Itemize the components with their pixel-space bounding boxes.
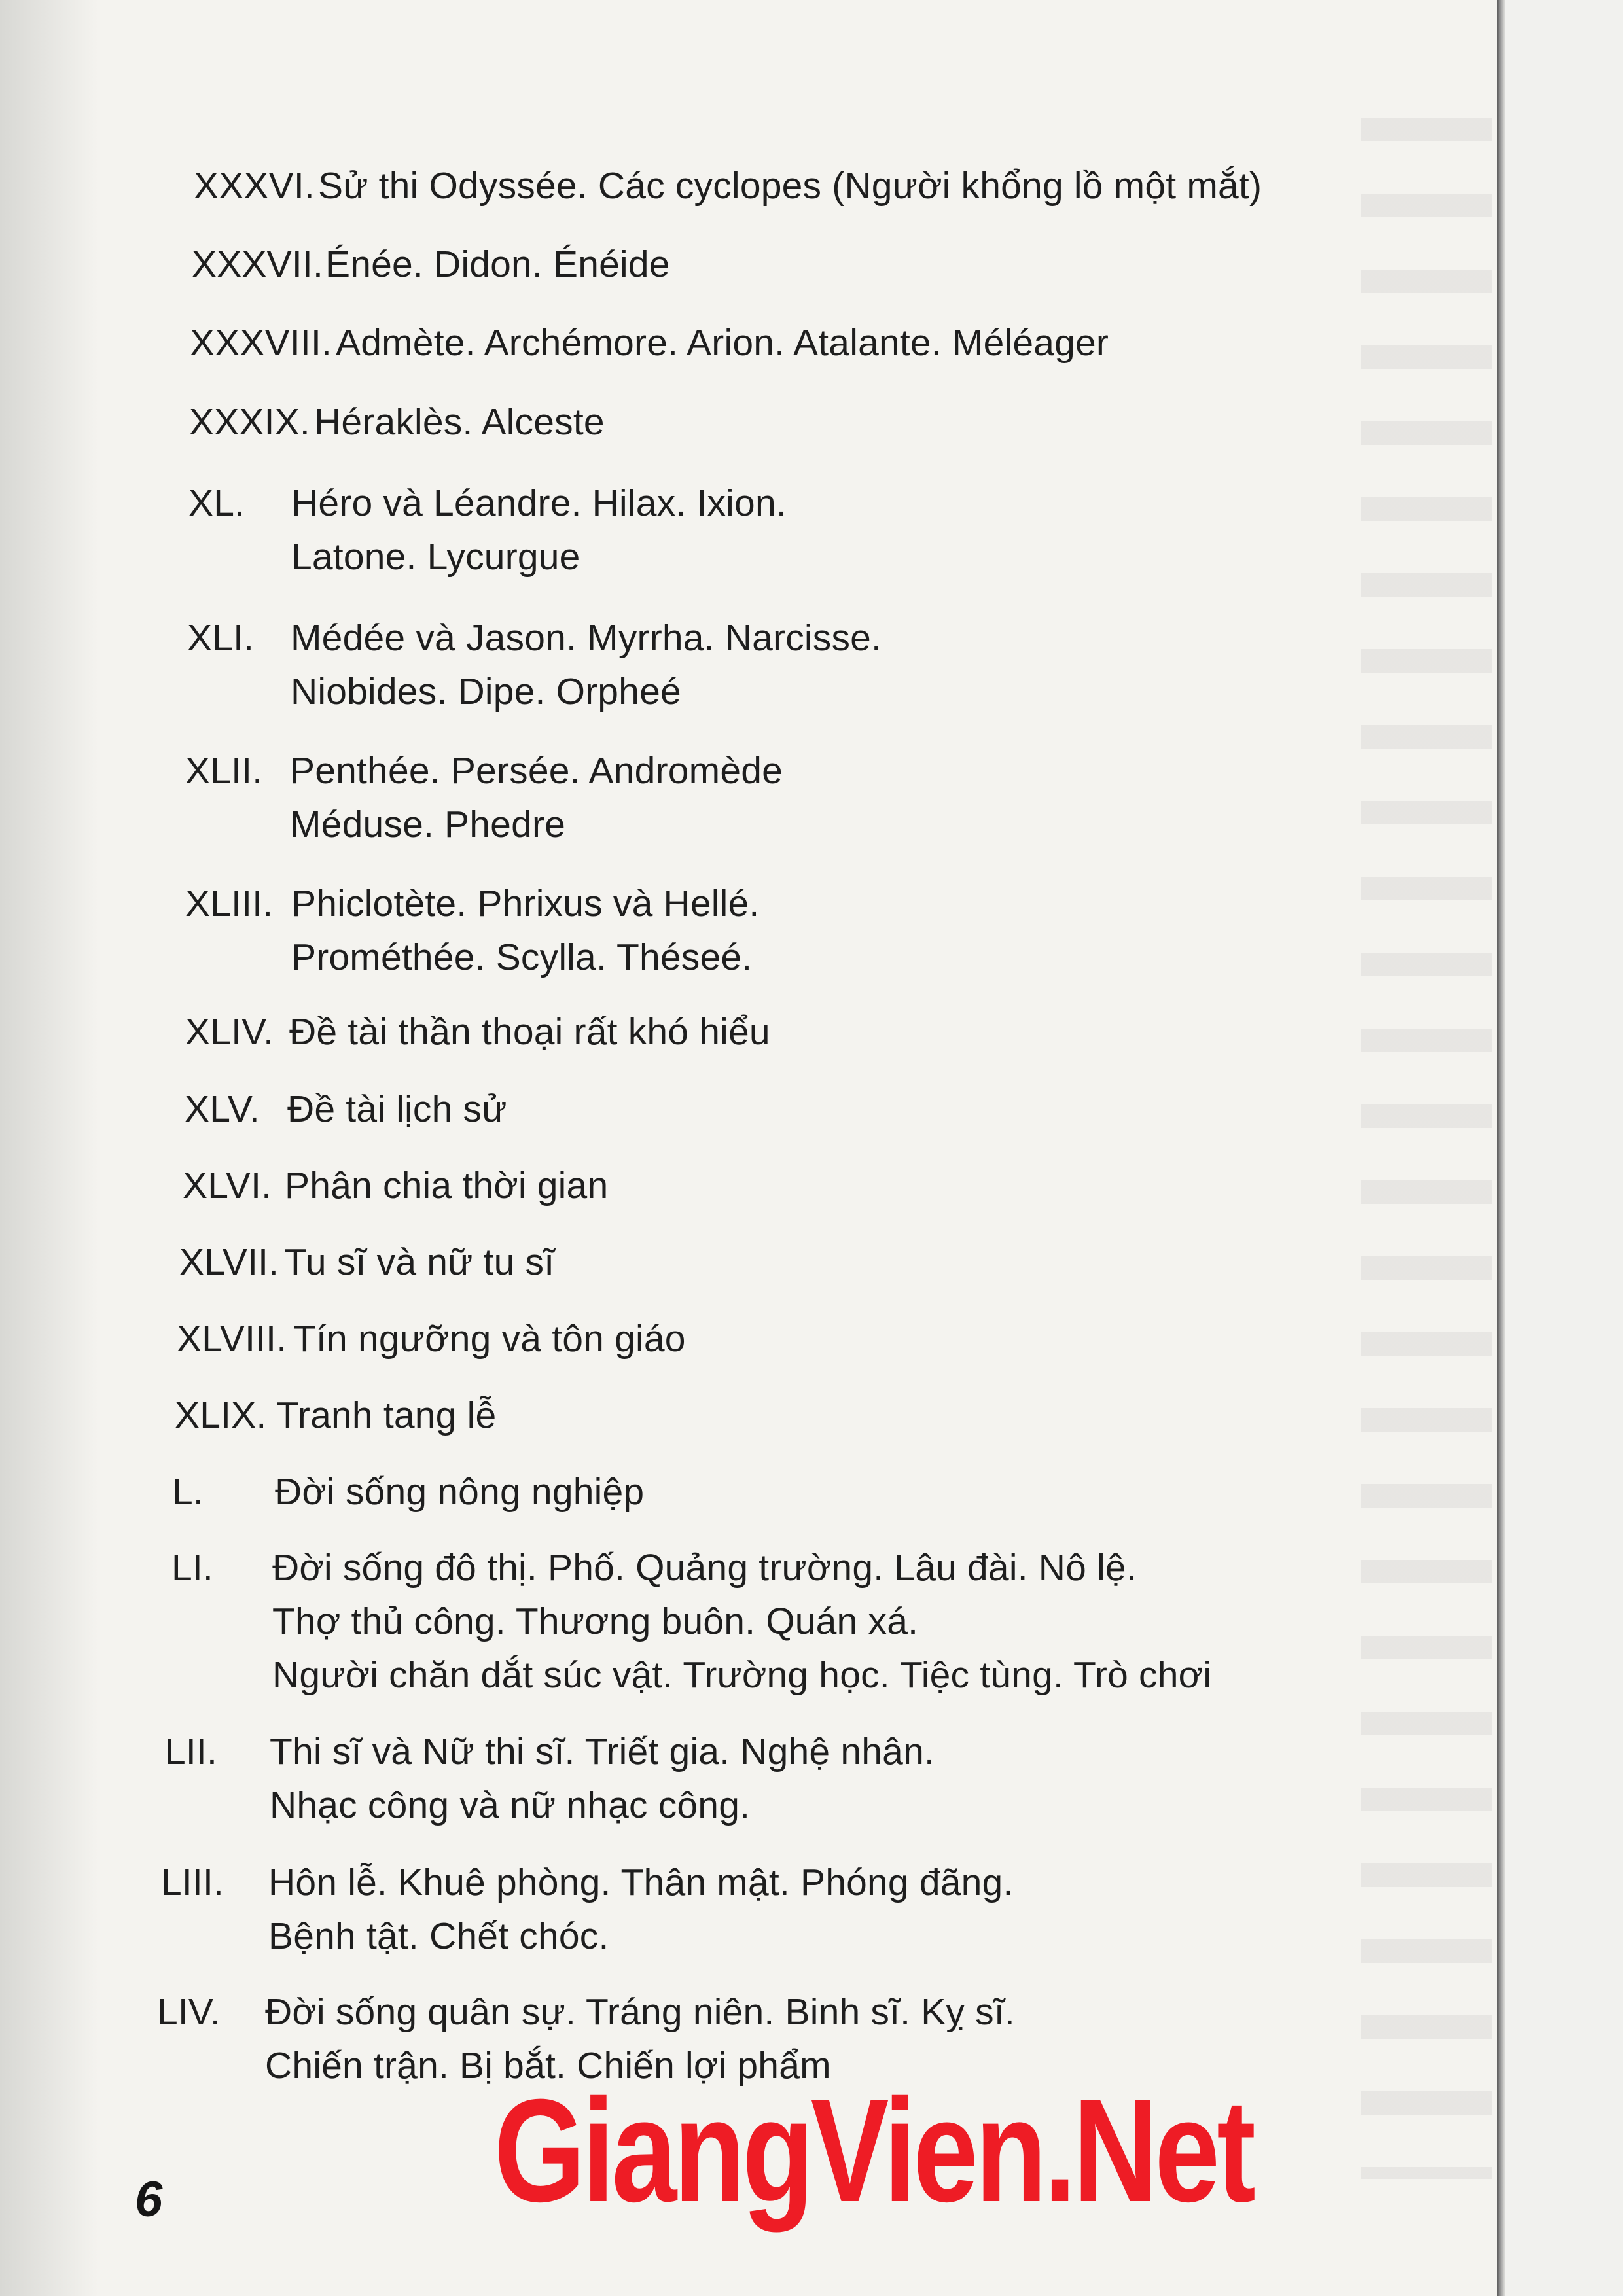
toc-text [291,476,787,584]
toc-text [325,238,670,291]
toc-line: Méduse. Phedre [290,804,566,845]
toc-text [318,159,1262,213]
toc-line: Đời sống đô thị. Phố. Quảng trường. Lâu đài. Nô lệ. [272,1547,1137,1589]
toc-text [270,1725,935,1832]
toc-numeral: XLV. [185,1088,260,1130]
toc-numeral: XLII. [185,750,263,792]
toc-numeral: LII. [165,1731,218,1773]
toc-line: Chiến trận. Bị bắt. Chiến lợi phẩm [265,2045,831,2087]
toc-numeral: XLIX. [175,1394,267,1436]
toc-numeral: XL. [188,482,245,524]
toc-text [268,1856,1014,1963]
toc-line: Héraklès. Alceste [314,401,605,443]
watermark: GiangVien.Net [494,2069,1253,2233]
toc-text [314,395,605,449]
toc-line: Admète. Archémore. Arion. Atalante. Méléager [336,322,1109,364]
toc-numeral: XLI. [187,617,255,659]
toc-line: Tín ngưỡng và tôn giáo [293,1318,686,1360]
toc-numeral: XXXIX. [189,401,310,443]
toc-line: Hôn lễ. Khuê phòng. Thân mật. Phóng đãng. [268,1862,1014,1903]
toc-numeral: XLIII. [185,883,274,925]
toc-line: Latone. Lycurgue [291,536,580,578]
toc-numeral: XLVIII. [177,1318,287,1360]
toc-line: Phiclotète. Phrixus và Hellé. [291,883,760,925]
toc-line: Thợ thủ công. Thương buôn. Quán xá. [272,1600,919,1642]
toc-numeral: XXXVII. [192,243,323,285]
toc-text [284,1235,554,1289]
toc-line: Prométhée. Scylla. Théseé. [291,936,753,978]
toc-line: Đời sống nông nghiệp [275,1471,645,1513]
toc-text [291,877,759,984]
toc-text [276,1388,496,1442]
toc-numeral: XXXVI. [194,165,315,207]
toc-text [285,1159,608,1212]
page-edge [1497,0,1505,2296]
toc-text [289,1005,770,1059]
toc-text [290,744,783,851]
toc-text [293,1312,686,1366]
toc-text [275,1465,644,1519]
toc-numeral: XXXVIII. [190,322,332,364]
toc-numeral: LI. [171,1547,213,1589]
toc-line: Đề tài lịch sử [287,1088,507,1130]
toc-line: Đời sống quân sự. Tráng niên. Binh sĩ. Kỵ sĩ. [265,1991,1015,2033]
toc-line: Nhạc công và nữ nhạc công. [270,1784,751,1826]
toc-numeral: LIV. [157,1991,221,2033]
toc-line: Sử thi Odyssée. Các cyclopes (Người khổng lồ một mắt) [318,165,1262,207]
toc-line: Tranh tang lễ [276,1394,497,1436]
toc-text [272,1541,1211,1702]
toc-numeral: LIII. [161,1862,224,1903]
toc-numeral: XLVI. [183,1165,272,1207]
toc-line: Médée và Jason. Myrrha. Narcisse. [291,617,882,659]
page-shadow-left [0,0,98,2296]
toc-line: Héro và Léandre. Hilax. Ixion. [291,482,787,524]
next-page-margin [1505,0,1623,2296]
toc-text [287,1082,507,1136]
toc-text [336,316,1109,370]
toc-line: Niobides. Dipe. Orpheé [291,671,681,713]
toc-numeral: L. [172,1471,204,1513]
toc-text [291,611,882,718]
toc-line: Người chăn dắt súc vật. Trường học. Tiệc tùng. Trò chơi [272,1654,1212,1696]
toc-line: Thi sĩ và Nữ thi sĩ. Triết gia. Nghệ nhân. [270,1731,935,1773]
toc-numeral: XLIV. [185,1011,274,1053]
toc-line: Tu sĩ và nữ tu sĩ [284,1241,555,1283]
toc-line: Đề tài thần thoại rất khó hiểu [289,1011,770,1053]
page-number: 6 [135,2172,163,2227]
toc-line: Penthée. Persée. Andromède [290,750,783,792]
toc-line: Énée. Didon. Énéide [325,243,670,285]
toc-line: Bệnh tật. Chết chóc. [268,1915,609,1957]
show-through-text [1361,118,1492,2179]
toc-numeral: XLVII. [179,1241,279,1283]
toc-line: Phân chia thời gian [285,1165,609,1207]
